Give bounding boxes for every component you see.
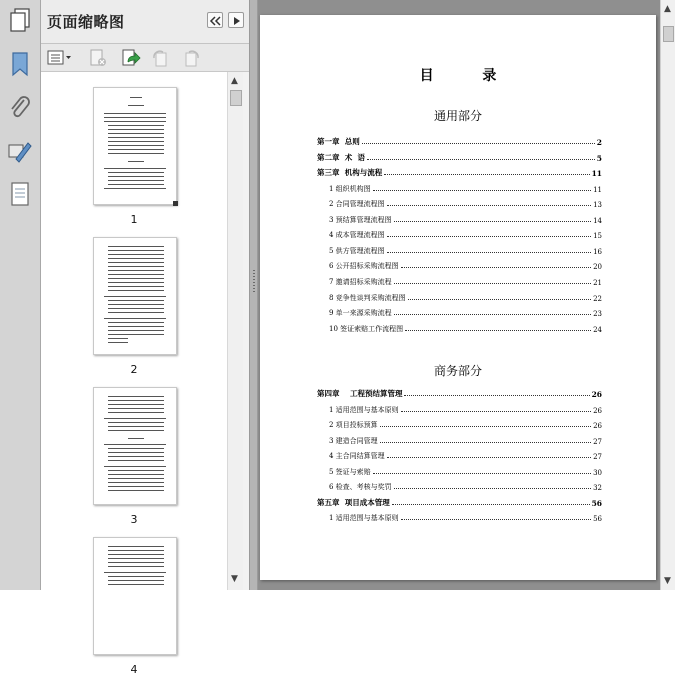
toc-entry-text: 3 建造合同管理	[329, 436, 378, 445]
bookmark-icon[interactable]	[6, 50, 34, 78]
panel-splitter[interactable]	[249, 0, 258, 590]
thumbnail-label: 4	[130, 663, 138, 676]
toc-page-number: 26	[591, 390, 602, 399]
toc-chapter-entry[interactable]	[317, 166, 602, 178]
toc-page-number: 16	[593, 247, 602, 256]
toc-chapter-entry[interactable]	[317, 135, 602, 147]
toc-page-number: 21	[593, 278, 602, 287]
panel-title: 页面缩略图	[47, 13, 125, 31]
toc-page-number: 15	[593, 232, 602, 241]
document-scrollbar[interactable]	[660, 0, 675, 590]
section-heading: 商务部分	[433, 364, 482, 378]
toc-leader-dots	[394, 314, 591, 315]
toc-leader-dots	[373, 473, 591, 474]
delete-page-button[interactable]	[87, 48, 109, 68]
page-thumbnail-2[interactable]	[93, 237, 177, 355]
toc-leader-dots	[394, 283, 591, 284]
rotate-cw-icon	[181, 48, 203, 68]
toc-page-number: 27	[593, 453, 602, 462]
toc-entry[interactable]	[329, 403, 602, 415]
toc-entry[interactable]	[329, 480, 602, 492]
toc-page-number: 26	[593, 422, 602, 431]
toc-entry[interactable]	[329, 511, 602, 523]
thumbnail-label: 1	[130, 213, 138, 226]
toc-leader-dots	[394, 488, 591, 489]
section-heading: 通用部分	[433, 109, 482, 123]
toc-leader-dots	[401, 411, 591, 412]
toc-entry[interactable]	[329, 465, 602, 477]
scrollbar-thumb[interactable]	[230, 90, 242, 106]
thumbnail-toolbar	[41, 44, 249, 72]
toc-leader-dots	[392, 504, 590, 505]
toc-entry[interactable]	[329, 244, 602, 256]
toc-leader-dots	[380, 426, 591, 427]
triangle-right-icon	[231, 16, 243, 26]
toc-entry-text: 6 检查、考核与奖罚	[329, 483, 392, 492]
options-menu-icon	[47, 48, 73, 68]
toc-entry[interactable]	[329, 434, 602, 446]
scroll-up-icon[interactable]: ▲	[664, 4, 671, 14]
toc-leader-dots	[373, 190, 591, 191]
toc-leader-dots	[380, 442, 591, 443]
toc-leader-dots	[387, 205, 591, 206]
toc-leader-dots	[405, 330, 591, 331]
toc-chapter-entry[interactable]	[317, 496, 602, 508]
toc-entry[interactable]	[329, 418, 602, 430]
toc-chapter-entry[interactable]	[317, 387, 602, 399]
toc-entry-text: 5 供方管理流程图	[329, 246, 385, 255]
rotate-ccw-icon	[149, 48, 171, 68]
splitter-grip-icon[interactable]	[253, 270, 255, 294]
thumbnail-scrollbar[interactable]	[227, 72, 243, 590]
collapse-panel-button[interactable]	[207, 12, 223, 28]
thumbnail-list[interactable]	[41, 72, 227, 676]
toc-leader-dots	[401, 267, 591, 268]
scroll-down-icon[interactable]: ▼	[664, 576, 671, 586]
toc-entry[interactable]	[329, 197, 602, 209]
toc-page-number: 32	[593, 484, 602, 493]
toc-leader-dots	[404, 395, 589, 396]
page-thumbnail-3[interactable]	[93, 387, 177, 505]
double-chevron-left-icon	[210, 16, 222, 26]
navigation-rail	[0, 0, 41, 590]
signature-icon[interactable]	[6, 137, 34, 165]
toc-entry[interactable]	[329, 449, 602, 461]
toc-entry-text: 第二章 术 语	[317, 152, 365, 162]
page-thumbnail-4[interactable]	[93, 537, 177, 655]
toc-entry-text: 9 单一来源采购流程	[329, 309, 392, 318]
attachment-icon[interactable]	[6, 94, 34, 122]
pages-icon[interactable]	[6, 6, 34, 34]
page-thumbnail-1[interactable]	[93, 87, 177, 205]
toc-page-number: 5	[596, 153, 602, 163]
toc-leader-dots	[401, 519, 591, 520]
panel-header	[41, 0, 249, 44]
toc-leader-dots	[362, 143, 595, 144]
toc-leader-dots	[384, 174, 589, 175]
toc-entry-text: 2 项目投标预算	[329, 421, 378, 430]
page-thumbnails-panel	[41, 0, 249, 676]
toc-entry[interactable]	[329, 182, 602, 194]
toc-entry[interactable]	[329, 306, 602, 318]
toc-leader-dots	[387, 457, 591, 458]
layers-icon[interactable]	[6, 180, 34, 208]
thumbnail-label: 3	[130, 513, 138, 526]
toc-entry-text: 第四章 工程预结算管理	[317, 389, 403, 398]
toc-page-number: 26	[593, 406, 602, 415]
toc-entry-text: 10 签证索赔工作流程图	[329, 324, 404, 333]
toc-page-number: 11	[593, 185, 602, 194]
toc-entry[interactable]	[329, 275, 602, 287]
toc-leader-dots	[387, 252, 591, 253]
toc-leader-dots	[387, 236, 591, 237]
toc-page-number: 11	[591, 169, 602, 179]
toc-entry-text: 1 组织机构图	[329, 184, 371, 193]
toc-leader-dots	[408, 299, 591, 300]
delete-page-icon	[87, 48, 109, 68]
toc-entry-text: 4 成本管理流程图	[329, 231, 385, 240]
toc-entry-text: 6 公开招标采购流程图	[329, 262, 399, 271]
toc-entry-text: 1 适用范围与基本原则	[329, 405, 399, 414]
toc-page-number: 20	[593, 263, 602, 272]
toc-title: 目 录	[419, 68, 519, 84]
toc-page-number: 14	[593, 216, 602, 225]
toc-entry-text: 第五章 项目成本管理	[317, 497, 390, 507]
toc-entry-text: 第三章 机构与流程	[317, 168, 383, 178]
insert-page-button[interactable]	[119, 48, 141, 68]
toc-entry-text: 2 合同管理流程图	[329, 200, 385, 209]
scroll-up-icon[interactable]: ▲	[231, 76, 238, 86]
toc-entry-text: 8 竞争性谈判采购流程图	[329, 293, 406, 302]
rotate-clockwise-button[interactable]	[181, 48, 203, 68]
toc-chapter-entry[interactable]	[317, 151, 602, 163]
thumbnail-label: 2	[130, 363, 138, 376]
toc-page-number: 56	[591, 498, 602, 508]
panel-options-button[interactable]	[228, 12, 244, 28]
toc-leader-dots	[394, 221, 591, 222]
toc-entry-text: 4 主合同结算管理	[329, 452, 385, 461]
toc-page-number: 23	[593, 310, 602, 319]
insert-page-icon	[119, 48, 141, 68]
toc-page-number: 30	[593, 468, 602, 477]
document-page	[260, 15, 656, 580]
document-viewport[interactable]	[258, 0, 660, 590]
toc-leader-dots	[367, 159, 595, 160]
toc-page-number: 13	[593, 201, 602, 210]
toc-page-number: 56	[593, 515, 602, 524]
rotate-counterclockwise-button[interactable]	[149, 48, 171, 68]
toc-entry[interactable]	[329, 228, 602, 240]
scrollbar-thumb[interactable]	[663, 26, 674, 42]
toc-page-number: 22	[593, 294, 602, 303]
toc-entry-text: 1 适用范围与基本原则	[329, 514, 399, 523]
toc-entry-text: 5 签证与索赔	[329, 467, 371, 476]
toc-entry-text: 第一章 总则	[317, 137, 360, 146]
toc-page-number: 2	[596, 138, 602, 147]
toc-entry-text: 7 邀请招标采购流程	[329, 277, 392, 286]
options-menu-button[interactable]	[47, 48, 73, 68]
thumbnail-resize-handle[interactable]	[173, 201, 178, 206]
toc-page-number: 24	[593, 325, 602, 334]
scroll-down-icon[interactable]: ▼	[231, 574, 238, 584]
toc-entry[interactable]	[329, 322, 602, 334]
toc-page-number: 27	[593, 437, 602, 446]
toc-entry-text: 3 预结算管理流程图	[329, 215, 392, 224]
toc-entry[interactable]	[329, 213, 602, 225]
toc-entry[interactable]	[329, 259, 602, 271]
toc-entry[interactable]	[329, 291, 602, 303]
